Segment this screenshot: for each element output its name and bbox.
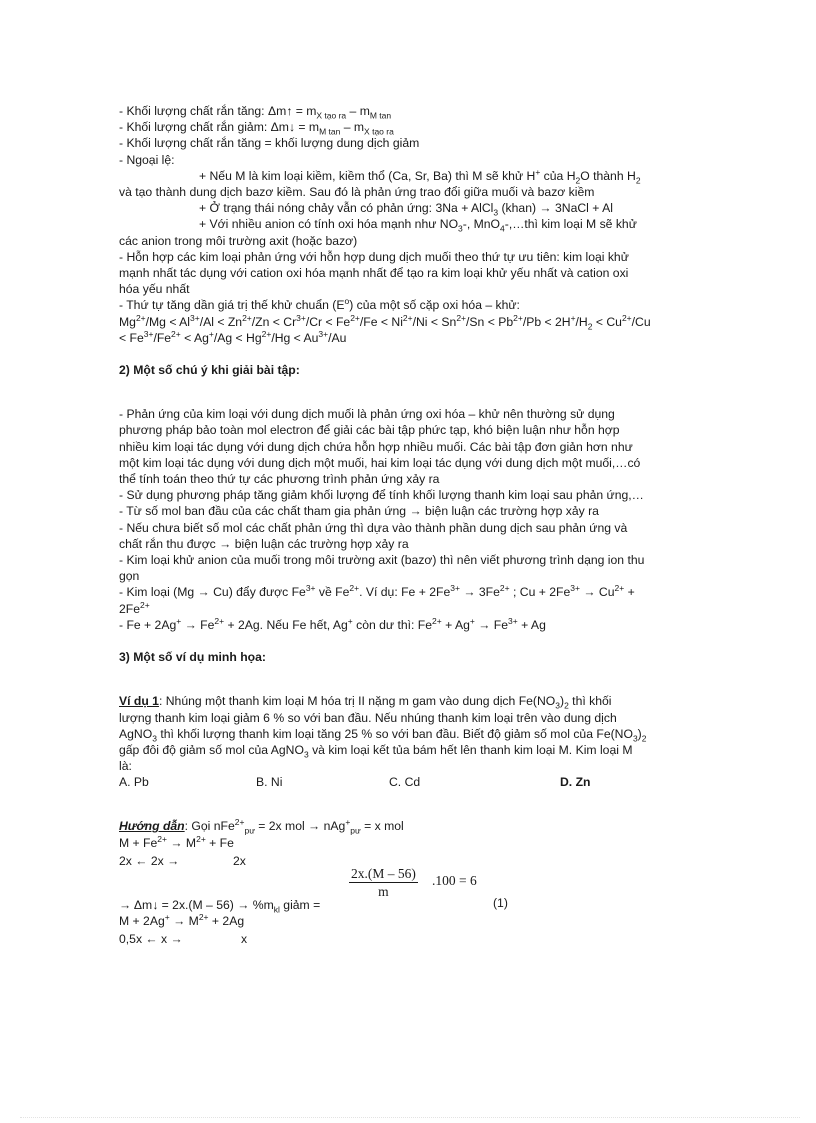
text-line: và tạo thành dung dịch bazơ kiềm. Sau đó là phản ứng trao đổi giữa muối và bazơ kiềm (119, 185, 595, 200)
text-line: thể tính toán theo thứ tự các phương trình phản ứng xảy ra (119, 472, 440, 487)
redox-series-line: < $Fe^{3+}/Fe^{2+} < Ag^+/Ag < Hg^{2+}/Hg < Au^{3+}/Au$ (119, 328, 347, 345)
example-line: Ví dụ 1: Nhúng một thanh kim loại M hóa trị II nặng m gam vào dung dịch $Fe(NO_3)_2$ thì khối (119, 694, 612, 711)
text-line: phương pháp bảo toàn mol electron để giải các bài tập phức tạp, khó biện luận như hỗn hợp (119, 423, 620, 438)
guide-line: $M + 2Ag^+ \to M^{2+} + 2Ag$ (119, 911, 245, 928)
fraction-tail: .100 = 6 (432, 872, 477, 888)
guide-line: 0,5x ← x → x (119, 931, 248, 946)
text-line: - Sử dụng phương pháp tăng giảm khối lượng để tính khối lượng thanh kim loại sau phản ứng,… (119, 488, 644, 503)
text-line: mạnh nhất tác dụng với cation oxi hóa mạnh nhất để tạo ra kim loại khử yếu nhất và cation oxi (119, 266, 629, 281)
text-line: - Thứ tự tăng dần giá trị thế khử chuẩn $(E^o)$ của một số cặp oxi hóa – khử: (119, 296, 520, 313)
answer-options (119, 774, 699, 790)
guide-line: Hướng dẫn: Gọi nFe$^{2+}_{pư}$ = 2x mol → nAg+$_{pư}$ = x mol (119, 817, 404, 836)
example-line: gấp đôi độ giảm số mol của AgNO$_3$ và kim loại kết tủa bám hết lên thanh kim loại M. Kim loại M (119, 742, 633, 760)
text-line: - Hỗn hợp các kim loại phản ứng với hỗn hợp dung dịch muối theo thứ tự ưu tiên: kim loại khử (119, 249, 629, 264)
option-c: C. Cd (389, 775, 421, 790)
redox-series-line: $Mg^{2+}/Mg < Al^{3+}/Al < Zn^{2+}/Zn < Cr^{3+}/Cr < Fe^{2+}/Fe < Ni^{2+}/Ni < Sn^{2+}/Sn < Pb^{2+}/Pb < 2H^+/H_2 < Cu^{2+}/Cu$ (119, 312, 651, 332)
text-line: - Kim loại khử anion của muối trong môi trường axit (bazơ) thì nên viết phương trình dạng ion thu (119, 553, 645, 568)
text-line: - $Fe + 2Ag^+ \to Fe^{2+} + 2Ag$. Nếu Fe hết, Ag+ còn dư thì: $Fe^{2+} + Ag^+ \to Fe^{3+} + Ag$ (119, 615, 546, 632)
option-b: B. Ni (256, 775, 283, 790)
text-line: - Từ số mol ban đầu của các chất tham gia phản ứng → biện luận các trường hợp xảy ra (119, 504, 599, 519)
fraction-numerator: 2x.(M – 56) (351, 865, 416, 881)
page-bottom-divider (20, 1117, 800, 1118)
text-line: gọn (119, 569, 140, 584)
equation-row (119, 865, 699, 915)
guide-line: $M + Fe^{2+} \to M^{2+} + Fe$ (119, 833, 234, 850)
equation-number: (1) (493, 895, 508, 910)
section-heading: 3) Một số ví dụ minh họa: (119, 650, 266, 665)
text-line: - Khối lượng chất rắn giảm: Δm↓ = $m_{M tan} - m_{X tạo ra}$ (119, 120, 394, 137)
text-line: - Ngoại lệ: (119, 152, 175, 167)
text-line: + Nếu M là kim loại kiềm, kiềm thổ (Ca, Sr, Ba) thì M sẽ khử H+ của $H_2O$ thành $H_2$ (199, 166, 641, 186)
fraction-denominator: m (378, 883, 389, 899)
text-line: - Nếu chưa biết số mol các chất phản ứng thì dựa vào thành phần dung dịch sau phản ứng và (119, 520, 628, 535)
guide-line: 2x ← 2x → 2x (119, 853, 246, 868)
option-a: A. Pb (119, 775, 149, 790)
option-d: D. Zn (560, 775, 591, 790)
fraction (349, 865, 418, 900)
text-line: chất rắn thu được → biện luận các trường hợp xảy ra (119, 536, 409, 551)
guide-line: → Δm↓ = $2x.(M - 56) \to \%m_{kl}$ giảm = (119, 897, 321, 915)
text-line: một kim loại tác dụng với dung dịch một muối, hai kim loại tác dụng với dung dịch một muối,…có (119, 455, 641, 470)
example-label: Ví dụ 1 (119, 694, 159, 709)
text-line: - Phản ứng của kim loại với dung dịch muối là phản ứng oxi hóa – khử nên thường sử dụng (119, 407, 615, 422)
text-line: $2Fe^{2+}$ (119, 599, 150, 616)
text-line: nhiều kim loại tác dụng với dung dịch chứa hỗn hợp nhiều muối. Các bài tập đơn giản hơn như (119, 439, 633, 454)
text-line: - Kim loại (Mg → Cu) đẩy được $Fe^{3+}$ về $Fe^{2+}$. Ví dụ: $Fe + 2Fe^{3+} \to 3Fe^{2+}$ ; $Cu + 2Fe^{3+} \to Cu^{2+}$ + (119, 583, 635, 600)
text-line: - Khối lượng chất rắn tăng: Δm↑ = $m_{X tạo ra} - m_{M tan}$ (119, 104, 392, 121)
example-line: AgNO$_3$ thì khối lượng thanh kim loại tăng 25 % so với ban đầu. Biết độ giảm số mol của $Fe(NO_3)_2$ (119, 726, 647, 744)
text-line: hóa yếu nhất (119, 282, 190, 297)
example-line: lượng thanh kim loại giảm 6 % so với ban đầu. Nếu nhúng thanh kim loại trên vào dung dịch (119, 710, 617, 725)
text-line: - Khối lượng chất rắn tăng = khối lượng dung dịch giảm (119, 136, 420, 151)
text-line: + Ở trạng thái nóng chảy vẫn có phản ứng: 3Na + AlCl$_3$ (khan) → 3NaCl + Al (199, 201, 613, 218)
section-heading: 2) Một số chú ý khi giải bài tập: (119, 363, 300, 378)
example-line: là: (119, 759, 132, 774)
document-body (119, 103, 699, 951)
text-line: các anion trong môi trường axit (hoặc bazơ) (119, 233, 358, 248)
guide-label: Hướng dẫn (119, 819, 185, 834)
text-line: + Với nhiều anion có tính oxi hóa mạnh như $NO_3-$, MnO$_4$-,…thì kim loại M sẽ khử (199, 217, 637, 234)
